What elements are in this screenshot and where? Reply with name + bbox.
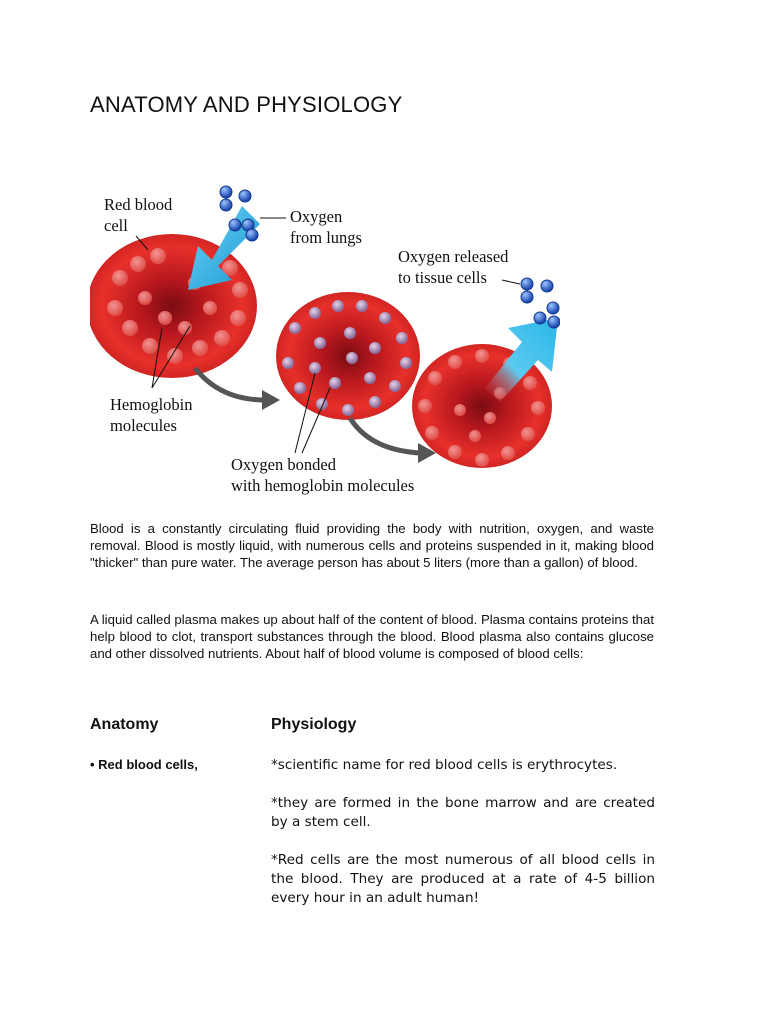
red-blood-cell-2 xyxy=(276,292,420,420)
label-red-blood-cell-2: cell xyxy=(104,216,128,235)
physiology-item-3: *Red cells are the most numerous of all blood cells in the blood. They are produced at a rate of 4-5 billion every hour in an adult human! xyxy=(271,852,655,906)
red-blood-cell-1 xyxy=(90,234,257,378)
label-oxygen-released-1: Oxygen released xyxy=(398,247,509,266)
anatomy-red-blood-cells: • Red blood cells, xyxy=(90,757,198,772)
label-oxygen-bonded-1: Oxygen bonded xyxy=(231,455,336,474)
header-physiology: Physiology xyxy=(271,716,357,733)
oxygen-molecules-released xyxy=(521,278,560,328)
transition-arrow-1 xyxy=(195,368,280,410)
label-oxygen-released-2: to tissue cells xyxy=(398,268,487,287)
label-hemoglobin-2: molecules xyxy=(110,416,177,435)
label-oxygen-from-lungs-2: from lungs xyxy=(290,228,362,247)
physiology-item-1: *scientific name for red blood cells is erythrocytes. xyxy=(271,757,618,773)
document-title: ANATOMY AND PHYSIOLOGY xyxy=(90,92,403,117)
header-anatomy: Anatomy xyxy=(90,716,159,733)
label-oxygen-from-lungs-1: Oxygen xyxy=(290,207,343,226)
blood-oxygen-diagram xyxy=(90,178,560,500)
paragraph-blood-intro: Blood is a constantly circulating fluid providing the body with nutrition, oxygen, and waste removal. Blood is mostly liquid, with numerous cells and proteins suspended in it, making blood "thicker" than pure water. The average person has about 5 liters (more than a gallon) of blood. xyxy=(90,521,654,570)
physiology-item-2: *they are formed in the bone marrow and are created by a stem cell. xyxy=(271,795,655,830)
paragraph-plasma: A liquid called plasma makes up about half of the content of blood. Plasma contains proteins that help blood to clot, transport substances through the blood. Blood plasma also contains glucose and other dissolved nutrients. About half of blood volume is composed of blood cells: xyxy=(90,612,654,661)
label-oxygen-bonded-2: with hemoglobin molecules xyxy=(231,476,415,495)
label-hemoglobin-1: Hemoglobin xyxy=(110,395,193,414)
label-red-blood-cell-1: Red blood xyxy=(104,195,173,214)
